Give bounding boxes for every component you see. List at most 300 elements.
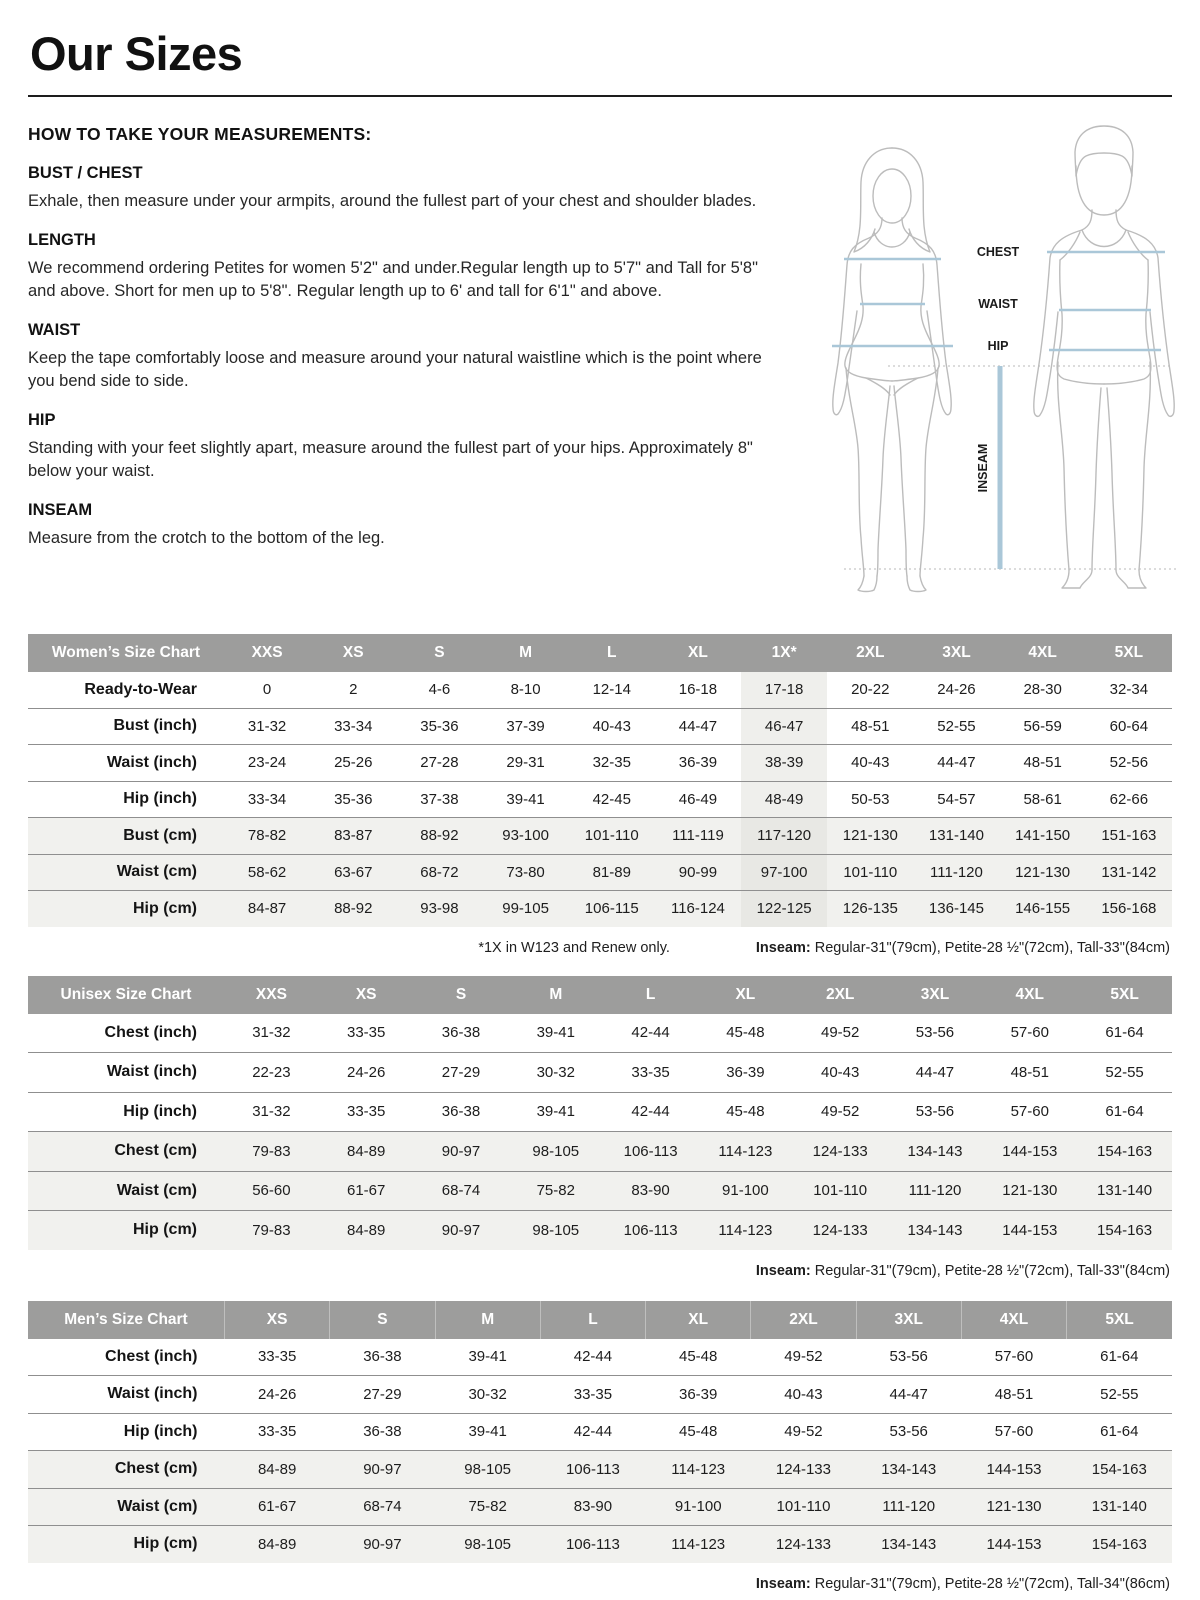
- woman-figure-outline: [833, 148, 951, 592]
- size-cell: 36-38: [414, 1092, 509, 1132]
- size-column-header: 5XL: [1077, 976, 1172, 1014]
- row-label: Hip (cm): [28, 891, 224, 927]
- size-cell: 131-142: [1086, 854, 1172, 891]
- size-cell: 144-153: [982, 1132, 1077, 1172]
- size-cell: 81-89: [569, 854, 655, 891]
- size-column-header: M: [508, 976, 603, 1014]
- size-cell: 44-47: [888, 1053, 983, 1093]
- size-cell: 131-140: [913, 818, 999, 855]
- size-cell: 101-110: [793, 1171, 888, 1211]
- table-row: [28, 1451, 1172, 1489]
- size-cell: 84-89: [225, 1451, 330, 1489]
- size-cell: 90-99: [655, 854, 741, 891]
- size-cell: 58-61: [1000, 781, 1086, 818]
- table-row: [28, 781, 1172, 818]
- size-cell: 40-43: [569, 708, 655, 745]
- size-cell: 121-130: [827, 818, 913, 855]
- size-cell: 36-39: [655, 745, 741, 782]
- size-cell: 49-52: [751, 1413, 856, 1451]
- size-column-header: XL: [646, 1301, 751, 1339]
- size-cell: 31-32: [224, 1092, 319, 1132]
- measurement-section: [28, 231, 780, 302]
- size-cell: 151-163: [1086, 818, 1172, 855]
- size-cell: 20-22: [851, 681, 890, 699]
- size-column-header: XL: [655, 634, 741, 672]
- measurement-section: [28, 164, 780, 212]
- size-cell: 53-56: [888, 1092, 983, 1132]
- size-cell: 33-35: [603, 1053, 698, 1093]
- footnote: Inseam: Regular-31"(79cm), Petite-28 ½"(72cm), Tall-33"(84cm): [755, 1262, 1170, 1279]
- unisex-size-chart: [28, 976, 1172, 1279]
- size-cell: 24-26: [225, 1376, 330, 1414]
- size-cell: 106-113: [540, 1451, 645, 1489]
- measurement-section-body: We recommend ordering Petites for women 5'2" and under.Regular length up to 5'7" and Tall for 5'8" and above. Short for men up to 5'8". Regular length up to 6' and tall for 6'1" and above.: [28, 259, 758, 300]
- size-cell: 44-47: [655, 708, 741, 745]
- table-row: [28, 1132, 1172, 1172]
- size-cell: 0: [262, 681, 272, 699]
- size-column-header: S: [396, 634, 482, 672]
- row-label: Waist (cm): [28, 854, 224, 891]
- men-size-table: [28, 1301, 1172, 1563]
- size-cell: 33-35: [319, 1092, 414, 1132]
- size-cell: 33-35: [347, 1024, 386, 1042]
- footnote: Inseam: Regular-31"(79cm), Petite-28 ½"(72cm), Tall-34"(86cm): [755, 1575, 1170, 1592]
- size-column-header: XS: [225, 1301, 330, 1339]
- size-cell: 39-41: [483, 781, 569, 818]
- measurement-section-title: LENGTH: [28, 231, 96, 250]
- size-cell: 58-62: [224, 854, 310, 891]
- measurement-intro: [28, 124, 1172, 600]
- size-cell: 61-64: [1077, 1092, 1172, 1132]
- size-cell: 57-60: [961, 1413, 1066, 1451]
- size-cell: 106-113: [603, 1211, 698, 1250]
- table-footnotes: [28, 1576, 1170, 1592]
- size-cell: 91-100: [646, 1488, 751, 1526]
- size-cell: 154-163: [1067, 1451, 1172, 1489]
- size-cell: 75-82: [435, 1488, 540, 1526]
- size-cell: 36-39: [646, 1376, 751, 1414]
- size-column-header: 4XL: [982, 976, 1077, 1014]
- size-cell: 49-52: [784, 1348, 823, 1366]
- size-cell: 111-120: [888, 1171, 983, 1211]
- size-cell: 134-143: [888, 1132, 983, 1172]
- size-cell: 73-80: [483, 854, 569, 891]
- size-column-header: 3XL: [888, 976, 983, 1014]
- size-cell: 27-29: [330, 1376, 435, 1414]
- size-cell: 8-10: [510, 681, 541, 699]
- size-column-header: XXS: [224, 634, 310, 672]
- size-cell: 37-38: [396, 781, 482, 818]
- size-cell: 62-66: [1086, 781, 1172, 818]
- size-cell: 2: [349, 681, 358, 699]
- table-row: [28, 1376, 1172, 1414]
- size-cell: 90-97: [414, 1211, 509, 1250]
- size-cell: 49-52: [793, 1092, 888, 1132]
- size-column-header: XXS: [224, 976, 319, 1014]
- footnote: *1X in W123 and Renew only.: [478, 939, 670, 956]
- size-cell: 90-97: [330, 1526, 435, 1563]
- man-figure-outline: [1034, 126, 1174, 588]
- size-cell: 56-60: [224, 1171, 319, 1211]
- size-cell: 54-57: [913, 781, 999, 818]
- size-cell: 93-100: [483, 818, 569, 855]
- size-column-header: S: [414, 976, 509, 1014]
- size-cell: 68-72: [396, 854, 482, 891]
- size-cell: 106-113: [540, 1526, 645, 1563]
- table-row: [28, 672, 1172, 708]
- title-divider: [28, 95, 1172, 97]
- table-row: [28, 1339, 1172, 1376]
- row-label: Chest (inch): [104, 1023, 197, 1041]
- measurement-instructions: [28, 124, 780, 600]
- size-cell: 131-140: [1067, 1488, 1172, 1526]
- size-cell: 42-44: [603, 1092, 698, 1132]
- size-cell: 46-49: [655, 781, 741, 818]
- size-cell: 45-48: [726, 1024, 765, 1042]
- row-label: Hip (inch): [28, 781, 224, 818]
- size-cell: 97-100: [741, 854, 827, 891]
- row-label: Chest (inch): [105, 1347, 198, 1365]
- size-cell: 39-41: [435, 1413, 540, 1451]
- women-size-table: [28, 634, 1172, 927]
- table-row: [28, 1211, 1172, 1250]
- size-cell: 88-92: [396, 818, 482, 855]
- size-cell: 17-18: [741, 672, 827, 708]
- size-cell: 57-60: [1010, 1024, 1049, 1042]
- table-header: [28, 1301, 1172, 1339]
- size-cell: 24-26: [937, 681, 976, 699]
- waist-label: WAIST: [978, 297, 1018, 311]
- size-cell: 16-18: [678, 681, 718, 699]
- size-cell: 98-105: [508, 1132, 603, 1172]
- size-cell: 61-64: [1100, 1348, 1139, 1366]
- size-column-header: 1X*: [741, 634, 827, 672]
- size-cell: 134-143: [888, 1211, 983, 1250]
- size-cell: 144-153: [982, 1211, 1077, 1250]
- size-cell: 79-83: [224, 1211, 319, 1250]
- row-label: Waist (inch): [28, 1376, 225, 1414]
- size-cell: 121-130: [982, 1171, 1077, 1211]
- size-cell: 53-56: [889, 1348, 928, 1366]
- size-cell: 32-35: [569, 745, 655, 782]
- size-cell: 53-56: [915, 1024, 955, 1042]
- size-cell: 33-35: [540, 1376, 645, 1414]
- size-cell: 32-34: [1109, 681, 1149, 699]
- row-label: Ready-to-Wear: [84, 680, 197, 698]
- measurement-sections: [28, 164, 780, 550]
- size-cell: 75-82: [508, 1171, 603, 1211]
- size-cell: 52-55: [1067, 1376, 1172, 1414]
- size-column-header: M: [435, 1301, 540, 1339]
- size-column-header: L: [603, 976, 698, 1014]
- size-cell: 98-105: [435, 1526, 540, 1563]
- size-cell: 28-30: [1023, 681, 1062, 699]
- table-row: [28, 854, 1172, 891]
- size-cell: 36-38: [330, 1413, 435, 1451]
- size-cell: 98-105: [435, 1451, 540, 1489]
- size-cell: 52-56: [1086, 745, 1172, 782]
- size-cell: 33-34: [224, 781, 310, 818]
- table-row: [28, 1014, 1172, 1053]
- size-cell: 39-41: [536, 1024, 575, 1042]
- size-cell: 84-89: [319, 1132, 414, 1172]
- measurement-section: [28, 321, 780, 392]
- chest-label: CHEST: [976, 245, 1020, 259]
- size-cell: 101-110: [569, 818, 655, 855]
- size-cell: 42-44: [540, 1413, 645, 1451]
- size-cell: 101-110: [827, 854, 913, 891]
- table-body: [28, 1014, 1172, 1250]
- table-row: [28, 1413, 1172, 1451]
- size-cell: 88-92: [310, 891, 396, 927]
- size-column-header: 4XL: [961, 1301, 1066, 1339]
- measurement-section: [28, 501, 780, 549]
- size-cell: 29-31: [483, 745, 569, 782]
- size-cell: 121-130: [1000, 854, 1086, 891]
- size-cell: 154-163: [1077, 1211, 1172, 1250]
- table-row: [28, 1488, 1172, 1526]
- size-cell: 126-135: [827, 891, 913, 927]
- row-label: Hip (cm): [28, 1211, 224, 1250]
- size-column-header: 2XL: [793, 976, 888, 1014]
- size-cell: 117-120: [741, 818, 827, 855]
- table-title: Unisex Size Chart: [28, 976, 224, 1014]
- size-column-header: 2XL: [751, 1301, 856, 1339]
- table-header: [28, 976, 1172, 1014]
- row-label: Bust (inch): [28, 708, 224, 745]
- size-cell: 49-52: [820, 1024, 860, 1042]
- inseam-reference-lines: [844, 366, 1176, 569]
- size-cell: 106-115: [569, 891, 655, 927]
- size-cell: 84-89: [225, 1526, 330, 1563]
- size-column-header: XL: [698, 976, 793, 1014]
- size-cell: 63-67: [310, 854, 396, 891]
- table-row: [28, 1053, 1172, 1093]
- size-cell: 52-55: [913, 708, 999, 745]
- size-cell: 131-140: [1077, 1171, 1172, 1211]
- size-cell: 90-97: [330, 1451, 435, 1489]
- size-cell: 154-163: [1067, 1526, 1172, 1563]
- table-header: [28, 634, 1172, 672]
- size-cell: 39-41: [468, 1348, 507, 1366]
- size-cell: 114-123: [698, 1211, 793, 1250]
- hip-label: HIP: [987, 339, 1009, 353]
- size-cell: 141-150: [1000, 818, 1086, 855]
- table-footnotes: [28, 1263, 1170, 1279]
- size-cell: 53-56: [856, 1413, 961, 1451]
- table-row: [28, 1171, 1172, 1211]
- size-cell: 114-123: [698, 1132, 793, 1172]
- size-cell: 136-145: [913, 891, 999, 927]
- size-cell: 44-47: [913, 745, 999, 782]
- size-cell: 122-125: [741, 891, 827, 927]
- measurement-section-title: BUST / CHEST: [28, 164, 143, 182]
- size-cell: 111-120: [913, 854, 999, 891]
- size-column-header: XS: [319, 976, 414, 1014]
- size-cell: 134-143: [856, 1526, 961, 1563]
- size-cell: 40-43: [793, 1053, 888, 1093]
- size-cell: 39-41: [508, 1092, 603, 1132]
- size-cell: 42-45: [569, 781, 655, 818]
- size-cell: 30-32: [508, 1053, 603, 1093]
- size-cell: 40-43: [827, 745, 913, 782]
- size-cell: 61-64: [1067, 1413, 1172, 1451]
- size-cell: 114-123: [646, 1526, 751, 1563]
- page-title: Our Sizes: [30, 27, 243, 80]
- men-size-chart: [28, 1301, 1172, 1592]
- row-label: Waist (cm): [28, 1488, 225, 1526]
- size-cell: 116-124: [655, 891, 741, 927]
- row-label: Hip (cm): [28, 1526, 225, 1563]
- size-cell: 35-36: [310, 781, 396, 818]
- row-label: Waist (cm): [28, 1171, 224, 1211]
- size-cell: 52-55: [1077, 1053, 1172, 1093]
- size-cell: 27-29: [414, 1053, 509, 1093]
- size-cell: 156-168: [1086, 891, 1172, 927]
- row-label: Waist (inch): [28, 1053, 224, 1093]
- size-cell: 98-105: [508, 1211, 603, 1250]
- size-cell: 33-35: [257, 1348, 297, 1366]
- table-row: [28, 891, 1172, 927]
- table-title: Women’s Size Chart: [28, 634, 224, 672]
- size-cell: 79-83: [224, 1132, 319, 1172]
- measurement-section: [28, 411, 780, 482]
- size-cell: 134-143: [856, 1451, 961, 1489]
- size-cell: 35-36: [396, 708, 482, 745]
- size-cell: 30-32: [435, 1376, 540, 1414]
- size-cell: 48-51: [961, 1376, 1066, 1414]
- table-row: [28, 745, 1172, 782]
- size-column-header: L: [540, 1301, 645, 1339]
- size-cell: 144-153: [961, 1451, 1066, 1489]
- size-cell: 31-32: [224, 708, 310, 745]
- measurement-diagram: [798, 124, 1196, 600]
- size-cell: 111-119: [655, 818, 741, 855]
- size-cell: 146-155: [1000, 891, 1086, 927]
- size-cell: 46-47: [741, 708, 827, 745]
- size-cell: 101-110: [751, 1488, 856, 1526]
- size-column-header: M: [483, 634, 569, 672]
- size-cell: 23-24: [224, 745, 310, 782]
- size-cell: 4-6: [428, 681, 451, 699]
- size-cell: 91-100: [698, 1171, 793, 1211]
- size-cell: 78-82: [224, 818, 310, 855]
- size-column-header: XS: [310, 634, 396, 672]
- size-cell: 124-133: [751, 1451, 856, 1489]
- size-cell: 42-44: [631, 1024, 670, 1042]
- size-cell: 84-87: [224, 891, 310, 927]
- size-cell: 40-43: [751, 1376, 856, 1414]
- row-label: Hip (inch): [28, 1413, 225, 1451]
- table-title: Men’s Size Chart: [28, 1301, 225, 1339]
- size-cell: 33-34: [310, 708, 396, 745]
- header-row: [28, 634, 1172, 672]
- measurement-section-body: Keep the tape comfortably loose and measure around your natural waistline which is the point where you bend side to side.: [28, 349, 762, 390]
- size-cell: 27-28: [396, 745, 482, 782]
- size-cell: 83-90: [603, 1171, 698, 1211]
- table-body: [28, 1339, 1172, 1563]
- size-column-header: 4XL: [1000, 634, 1086, 672]
- size-cell: 22-23: [224, 1053, 319, 1093]
- table-row: [28, 1526, 1172, 1563]
- size-cell: 124-133: [793, 1132, 888, 1172]
- inseam-label: INSEAM: [976, 443, 990, 493]
- size-cell: 68-74: [330, 1488, 435, 1526]
- size-cell: 61-67: [225, 1488, 330, 1526]
- body-diagram-figure: [804, 118, 1196, 600]
- size-cell: 45-48: [679, 1348, 718, 1366]
- measurement-section-title: WAIST: [28, 321, 81, 340]
- header-row: [28, 976, 1172, 1014]
- size-cell: 90-97: [414, 1132, 509, 1172]
- size-cell: 111-120: [856, 1488, 961, 1526]
- size-cell: 37-39: [483, 708, 569, 745]
- size-cell: 48-51: [827, 708, 913, 745]
- size-column-header: 5XL: [1086, 634, 1172, 672]
- measurement-section-body: Standing with your feet slightly apart, measure around the fullest part of your hips. Approximately 8" below your waist.: [28, 439, 753, 480]
- size-cell: 24-26: [319, 1053, 414, 1093]
- measurement-section-title: HIP: [28, 411, 56, 430]
- size-column-header: 3XL: [856, 1301, 961, 1339]
- size-cell: 31-32: [252, 1024, 291, 1042]
- size-cell: 36-38: [363, 1348, 402, 1366]
- size-cell: 42-44: [573, 1348, 613, 1366]
- size-cell: 83-87: [310, 818, 396, 855]
- row-label: Chest (cm): [28, 1132, 224, 1172]
- size-cell: 84-89: [319, 1211, 414, 1250]
- size-column-header: 2XL: [827, 634, 913, 672]
- size-column-header: 5XL: [1067, 1301, 1172, 1339]
- table-row: [28, 708, 1172, 745]
- row-label: Hip (inch): [28, 1092, 224, 1132]
- size-cell: 36-38: [441, 1024, 481, 1042]
- size-cell: 57-60: [982, 1092, 1077, 1132]
- size-cell: 44-47: [856, 1376, 961, 1414]
- table-body: [28, 672, 1172, 927]
- footnote: Inseam: Regular-31"(79cm), Petite-28 ½"(72cm), Tall-33"(84cm): [755, 939, 1170, 956]
- size-cell: 12-14: [592, 681, 631, 699]
- table-row: [28, 1092, 1172, 1132]
- table-row: [28, 818, 1172, 855]
- women-size-chart: [28, 634, 1172, 956]
- size-cell: 25-26: [310, 745, 396, 782]
- size-cell: 56-59: [1000, 708, 1086, 745]
- size-cell: 93-98: [396, 891, 482, 927]
- size-column-header: 3XL: [913, 634, 999, 672]
- size-cell: 144-153: [961, 1526, 1066, 1563]
- size-cell: 50-53: [827, 781, 913, 818]
- measurement-section-title: INSEAM: [28, 501, 93, 520]
- how-to-heading: HOW TO TAKE YOUR MEASUREMENTS:: [28, 124, 372, 144]
- size-cell: 124-133: [793, 1211, 888, 1250]
- size-cell: 45-48: [698, 1092, 793, 1132]
- table-footnotes: [28, 940, 1170, 956]
- unisex-size-table: [28, 976, 1172, 1250]
- size-cell: 99-105: [483, 891, 569, 927]
- size-column-header: L: [569, 634, 655, 672]
- size-cell: 83-90: [540, 1488, 645, 1526]
- size-cell: 121-130: [961, 1488, 1066, 1526]
- row-label: Chest (cm): [28, 1451, 225, 1489]
- measurement-section-body: Exhale, then measure under your armpits, around the fullest part of your chest and shoulder blades.: [28, 192, 757, 210]
- size-cell: 61-64: [1105, 1024, 1144, 1042]
- size-cell: 60-64: [1086, 708, 1172, 745]
- header-row: [28, 1301, 1172, 1339]
- size-cell: 48-51: [982, 1053, 1077, 1093]
- size-cell: 106-113: [603, 1132, 698, 1172]
- size-column-header: S: [330, 1301, 435, 1339]
- size-cell: 48-51: [1000, 745, 1086, 782]
